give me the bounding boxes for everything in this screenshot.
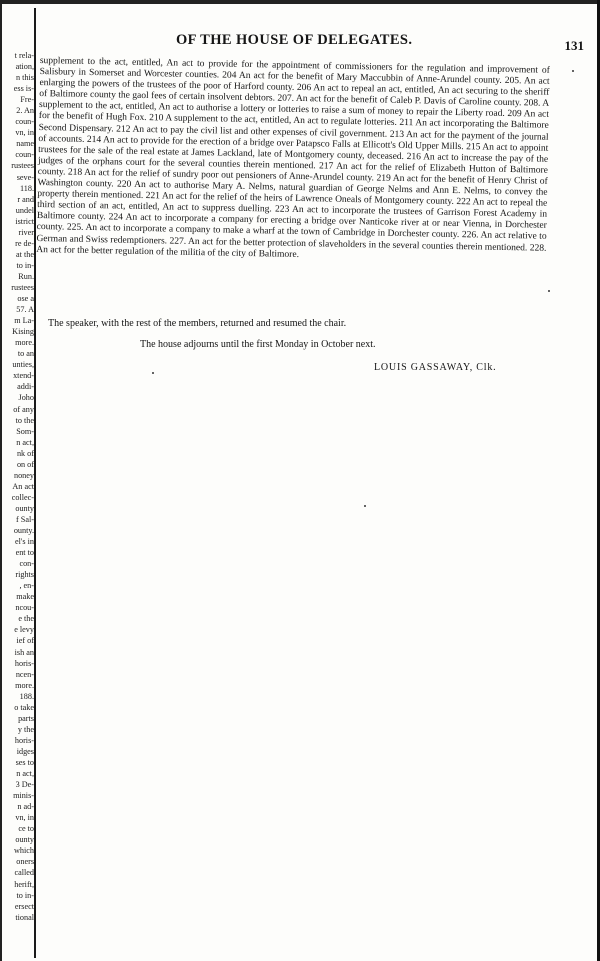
- facing-page-fragment: e the: [18, 614, 34, 624]
- facing-page-fragment: called: [14, 868, 34, 878]
- facing-page-fragment: name: [16, 139, 34, 149]
- page-gutter: [34, 8, 36, 958]
- facing-page-fragment: t rela-: [14, 51, 34, 60]
- facing-page-fragment: Run.: [18, 271, 34, 281]
- facing-page-fragment: istrict: [15, 216, 34, 226]
- facing-page-fragment: 3 De-: [15, 780, 34, 790]
- facing-page-fragment: re de-: [15, 238, 34, 248]
- facing-page-fragment: ounty: [15, 835, 34, 845]
- page-title: OF THE HOUSE OF DELEGATES.: [176, 32, 413, 48]
- scan-speck: [364, 505, 366, 507]
- facing-page-fragment: o take: [14, 702, 34, 712]
- facing-page-fragment: rustees: [11, 282, 34, 292]
- facing-page-fragment: make: [16, 592, 34, 602]
- facing-page-fragment: vn, in: [15, 813, 34, 823]
- facing-page-fragment: of any: [13, 404, 34, 414]
- facing-page-fragment: el's in: [15, 537, 34, 547]
- speaker-statement: The speaker, with the rest of the members, returned and resumed the chair.: [48, 318, 347, 329]
- facing-page-fragment: coun-: [15, 150, 34, 160]
- facing-page-fragment: Fre-: [20, 95, 34, 105]
- facing-page-fragment: 2. An: [16, 106, 34, 116]
- facing-page-fragment: ounty.: [13, 526, 34, 536]
- facing-page-fragment: ncen-: [15, 669, 34, 679]
- clerk-signature: LOUIS GASSAWAY, Clk.: [374, 362, 497, 373]
- acts-paragraph-text: supplement to the act, entitled, An act to provide for the appointment of commissioners for the regulation and improvement of Salisbury in Somerset and Worcester counties. 204 An act for the benefit of Mary Maccubbin of Anne-Arundel county. 205. An act enlarging the powers of the trustees of the poor of Harford county. 206 An act to repeal an act, entitled, An act securing to the sheriff of Baltimore county the gaol fees of certain insolvent debtors. 207. An act for the benefit of Caleb P. Davis of Caroline county. 208. A supplement to the act, entitled, An act to authorise a lottery or lotteries to raise a sum of money to repair the Liberty road. 209 An act for the benefit of Hugh Fox. 210 A supplement to the act, entitled, An act to regulate lotteries. 211 An act incorporating the Baltimore Second Dispensary. 212 An act to pay the civil list and other expenses of civil government. 213 An act for the payment of the journal of accounts. 214 An act to provide for the erection of a bridge over Patapsco Falls at Ellicott's Old Upper Mills. 215 An act to appoint trustees for the sale of the real estate at James Lackland, late of Montgomery county, deceased. 216 An act to increase the pay of the judges of the orphans court for the several counties therein mentioned. 217 An act for the relief of Elizabeth Hutton of Baltimore county. 218 An act for the relief of sundry poor out pensioners of Anne-Arundel county. 219 An act for the benefit of Henry Christ of Washington county. 220 An act to authorise Mary A. Nelms, natural guardian of George Nelms and Ann E. Nelms, to convey the property therein mentioned. 221 An act for the relief of the heirs of Lawrence Oneals of Montgomery county. 222 An act to repeal the third section of an act, entitled, An act to suppress duelling. 223 An act to incorporate the trustees of Garrison Forest Academy in Baltimore county. 224 An act to incorporate a company for erecting a bridge over Nanticoke river at or near Vienna, in Dorchester county. 225. An act to incorporate a company to make a wharf at the town of Cambridge in Dorchester county. 226. An act relative to German and Swiss redemptioners. 227. An act for the better protection of slaveholders in the several counties therein mentioned. 228. An act for the better regulation of the militia of the city of Baltimore.: [36, 56, 550, 260]
- facing-page-fragment: 188.: [19, 691, 34, 701]
- facing-page-fragment: Joho: [18, 393, 34, 403]
- facing-page-fragment: ief of: [16, 636, 34, 646]
- page-header: [40, 28, 588, 52]
- facing-page-fragment: ses to: [15, 758, 34, 767]
- facing-page-fragment: ish an: [14, 647, 34, 657]
- facing-page-fragment: ent to: [15, 548, 34, 558]
- facing-page-fragment: nk of: [16, 448, 34, 458]
- facing-page-fragment: con-: [19, 559, 34, 569]
- scan-speck: [548, 290, 550, 292]
- facing-page-fragment: herift,: [14, 879, 34, 889]
- facing-page-fragment: rights: [15, 570, 34, 580]
- scan-speck: [152, 372, 154, 374]
- facing-page-fragment: more.: [15, 680, 34, 690]
- facing-page-fragment: undel: [15, 205, 34, 215]
- facing-page-fragment: xtend-: [13, 371, 34, 381]
- facing-page-fragment: vn, in: [15, 128, 34, 138]
- facing-page-fragment: to in-: [16, 260, 34, 270]
- facing-page-fragment: rustees: [11, 161, 34, 171]
- facing-page-fragment: n ad-: [17, 802, 34, 812]
- facing-page-fragment: at the: [16, 249, 34, 259]
- facing-page-fragment: parts: [18, 713, 34, 723]
- scan-edge-top: [0, 0, 600, 4]
- facing-page-fragment: 118.: [19, 183, 34, 193]
- facing-page-fragment: e levy: [14, 625, 34, 635]
- facing-page-fragment: r and: [17, 194, 34, 204]
- facing-page-fragment: more.: [15, 338, 34, 348]
- acts-paragraph: [36, 56, 550, 265]
- scan-speck: [572, 70, 574, 72]
- facing-page-fragment: m La-: [14, 316, 34, 326]
- facing-page-fragment: to an: [17, 349, 34, 359]
- scan-edge-left: [0, 0, 2, 961]
- facing-page-fragment: seve-: [16, 172, 34, 182]
- facing-page-fragment: y the: [17, 724, 34, 734]
- facing-page-fragment: n this: [16, 73, 34, 83]
- facing-page-fragment: river: [18, 227, 34, 237]
- facing-page-fragment: addi-: [17, 382, 34, 392]
- facing-page-fragment: Som-: [16, 426, 34, 436]
- facing-page-fragment: ce to: [18, 824, 34, 834]
- adjournment-statement: The house adjourns until the first Monday in October next.: [140, 339, 376, 350]
- facing-page-fragment: f Sal-: [16, 514, 34, 524]
- facing-page-fragment: ncou-: [15, 603, 34, 613]
- facing-page-fragment: , en-: [19, 581, 34, 591]
- facing-page-fragment: noney: [13, 470, 34, 480]
- facing-page-fragments: [3, 50, 34, 923]
- facing-page-fragment: horis-: [14, 735, 34, 745]
- page-number: 131: [564, 38, 584, 53]
- facing-page-fragment: tional: [15, 912, 34, 922]
- facing-page-fragment: unties,: [12, 360, 34, 370]
- facing-page-fragment: idges: [16, 746, 34, 756]
- facing-page-fragment: coun-: [15, 117, 34, 127]
- facing-page-fragment: ersect: [14, 901, 34, 911]
- facing-page-fragment: to in-: [16, 890, 34, 900]
- facing-page-fragment: on of: [16, 459, 34, 469]
- facing-page-fragment: ounty: [15, 503, 34, 513]
- facing-page-fragment: collec-: [11, 492, 34, 502]
- facing-page-fragment: horis-: [14, 658, 34, 668]
- facing-page-fragment: oners: [16, 857, 34, 867]
- facing-page-fragment: ation,: [15, 62, 34, 72]
- facing-page-fragment: Kising: [12, 327, 34, 337]
- facing-page-fragment: 57. A: [16, 305, 34, 315]
- facing-page-fragment: n act,: [16, 437, 34, 447]
- facing-page-fragment: n act,: [16, 769, 34, 779]
- facing-page-fragment: ose a: [17, 294, 34, 304]
- facing-page-fragment: to the: [15, 415, 34, 425]
- facing-page-fragment: An act: [12, 481, 34, 491]
- facing-page-fragment: which: [13, 846, 34, 856]
- facing-page-fragment: ess is-: [13, 84, 34, 94]
- facing-page-fragment: minis-: [13, 791, 34, 801]
